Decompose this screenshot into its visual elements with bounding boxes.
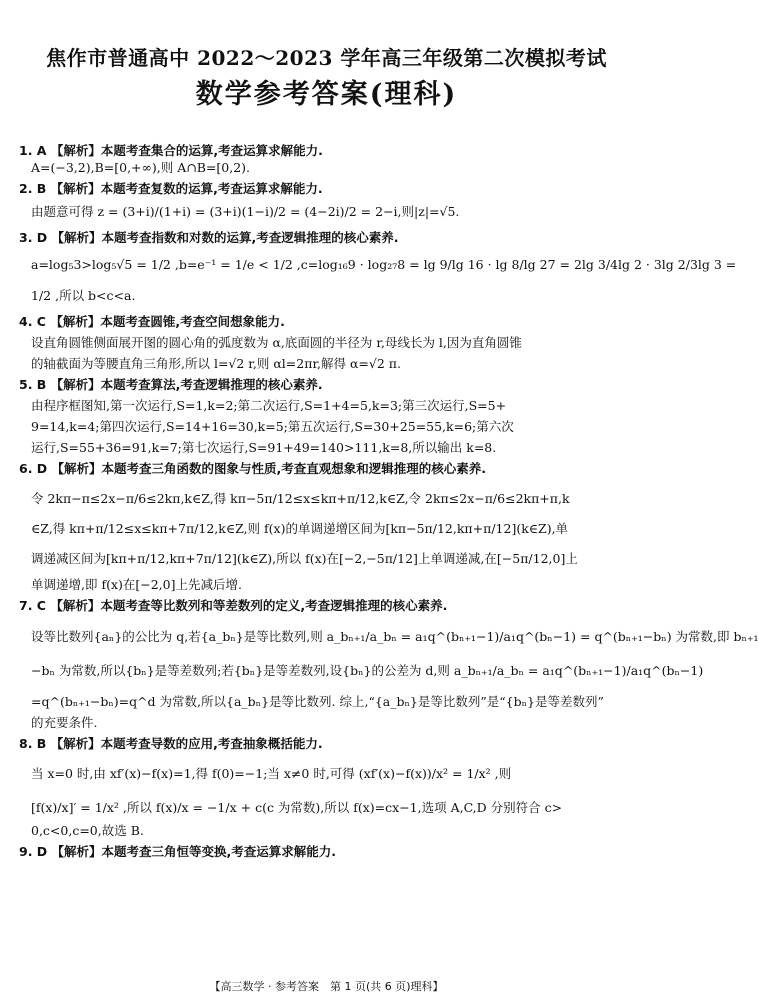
answer-line: 单调递增,即 f(x)在[−2,0]上先减后增. bbox=[31, 577, 242, 592]
answer-line: −bₙ 为常数,所以{bₙ}是等差数列;若{bₙ}是等差数列,设{bₙ}的公差为 d,则 a_bₙ₊₁/a_bₙ = a₁q^(bₙ₊₁−1)/a₁q^(bₙ−1) bbox=[31, 663, 704, 678]
answer-item-1 bbox=[19, 142, 635, 176]
answer-line: A=(−3,2),B=[0,+∞),则 A∩B=[0,2). bbox=[31, 160, 251, 175]
answer-item-6 bbox=[19, 460, 635, 593]
answer-line: 由题意可得 z = (3+i)/(1+i) = (3+i)(1−i)/2 = (4−2i)/2 = 2−i,则|z|=√5. bbox=[31, 204, 460, 219]
answer-line: =q^(bₙ₊₁−bₙ)=q^d 为常数,所以{a_bₙ}是等比数列. 综上,“{a_bₙ}是等比数列”是“{bₙ}是等差数列” bbox=[31, 694, 604, 709]
page-footer: 【高三数学 · 参考答案 第 1 页(共 6 页)理科】 bbox=[209, 980, 444, 993]
answer-line: 令 2kπ−π≤2x−π/6≤2kπ,k∈Z,得 kπ−5π/12≤x≤kπ+π/12,k∈Z,令 2kπ≤2x−π/6≤2kπ+π,k bbox=[31, 491, 570, 506]
answer-line: 9=14,k=4;第四次运行,S=14+16=30,k=5;第五次运行,S=30+25=55,k=6;第六次 bbox=[31, 419, 514, 434]
answer-head: 3. D 【解析】本题考查指数和对数的运算,考查逻辑推理的核心素养. bbox=[19, 230, 399, 245]
answer-body bbox=[19, 142, 759, 860]
answer-head: 1. A 【解析】本题考查集合的运算,考查运算求解能力. bbox=[19, 143, 323, 158]
answer-item-9 bbox=[19, 843, 635, 860]
answer-head: 5. B 【解析】本题考查算法,考查逻辑推理的核心素养. bbox=[19, 377, 323, 392]
answer-item-7 bbox=[19, 597, 759, 731]
answer-line: 运行,S=55+36=91,k=7;第七次运行,S=91+49=140>111,k=8,所以输出 k=8. bbox=[31, 440, 497, 455]
answer-item-3 bbox=[19, 229, 737, 304]
answer-line: ∈Z,得 kπ+π/12≤x≤kπ+7π/12,k∈Z,则 f(x)的单调递增区间为[kπ−5π/12,kπ+π/12](k∈Z),单 bbox=[31, 521, 569, 536]
answer-line: [f(x)/x]′ = 1/x² ,所以 f(x)/x = −1/x + c(c 为常数),所以 f(x)=cx−1,选项 A,C,D 分别符合 c> bbox=[31, 800, 563, 815]
answer-line: 的充要条件. bbox=[31, 715, 98, 730]
answer-head: 6. D 【解析】本题考查三角函数的图象与性质,考查直观想象和逻辑推理的核心素养. bbox=[19, 461, 487, 476]
answer-item-5 bbox=[19, 376, 635, 456]
answer-head: 9. D 【解析】本题考查三角恒等变换,考查运算求解能力. bbox=[19, 844, 337, 859]
exam-title: 焦作市普通高中 2022～2023 学年高三年级第二次模拟考试 bbox=[46, 46, 607, 70]
answer-item-4 bbox=[19, 313, 635, 372]
answer-line: 由程序框图知,第一次运行,S=1,k=2;第二次运行,S=1+4=5,k=3;第三次运行,S=5+ bbox=[31, 398, 507, 413]
answer-line: 调递减区间为[kπ+π/12,kπ+7π/12](k∈Z),所以 f(x)在[−2,−5π/12]上单调递减,在[−5π/12,0]上 bbox=[31, 551, 578, 566]
answer-line: 当 x=0 时,由 xf′(x)−f(x)=1,得 f(0)=−1;当 x≠0 时,可得 (xf′(x)−f(x))/x² = 1/x² ,则 bbox=[31, 766, 512, 781]
answer-line: 0,c<0,c=0,故选 B. bbox=[31, 823, 144, 838]
answer-line: a=log₅3>log₅√5 = 1/2 ,b=e⁻¹ = 1/e < 1/2 ,c=log₁₆9 · log₂₇8 = lg 9/lg 16 · lg 8/lg 27 = 2lg 3/4lg 2 · 3lg 2/3lg 3 = bbox=[31, 257, 737, 272]
answer-item-8 bbox=[19, 735, 635, 839]
answer-head: 4. C 【解析】本题考查圆锥,考查空间想象能力. bbox=[19, 314, 285, 329]
answer-head: 7. C 【解析】本题考查等比数列和等差数列的定义,考查逻辑推理的核心素养. bbox=[19, 598, 448, 613]
answer-line: 设直角圆锥侧面展开图的圆心角的弧度数为 α,底面圆的半径为 r,母线长为 l,因为直角圆锥 bbox=[31, 335, 522, 350]
answer-line: 的轴截面为等腰直角三角形,所以 l=√2 r,则 αl=2πr,解得 α=√2 π. bbox=[31, 356, 401, 371]
answer-head: 8. B 【解析】本题考查导数的应用,考查抽象概括能力. bbox=[19, 736, 323, 751]
answer-item-2 bbox=[19, 180, 635, 220]
answer-line: 1/2 ,所以 b<c<a. bbox=[31, 288, 136, 303]
answer-line: 设等比数列{aₙ}的公比为 q,若{a_bₙ}是等比数列,则 a_bₙ₊₁/a_bₙ = a₁q^(bₙ₊₁−1)/a₁q^(bₙ−1) = q^(bₙ₊₁−bₙ) 为常数,即 bₙ₊₁ bbox=[31, 629, 759, 644]
answer-head: 2. B 【解析】本题考查复数的运算,考查运算求解能力. bbox=[19, 181, 323, 196]
answer-title: 数学参考答案(理科) bbox=[195, 79, 458, 110]
